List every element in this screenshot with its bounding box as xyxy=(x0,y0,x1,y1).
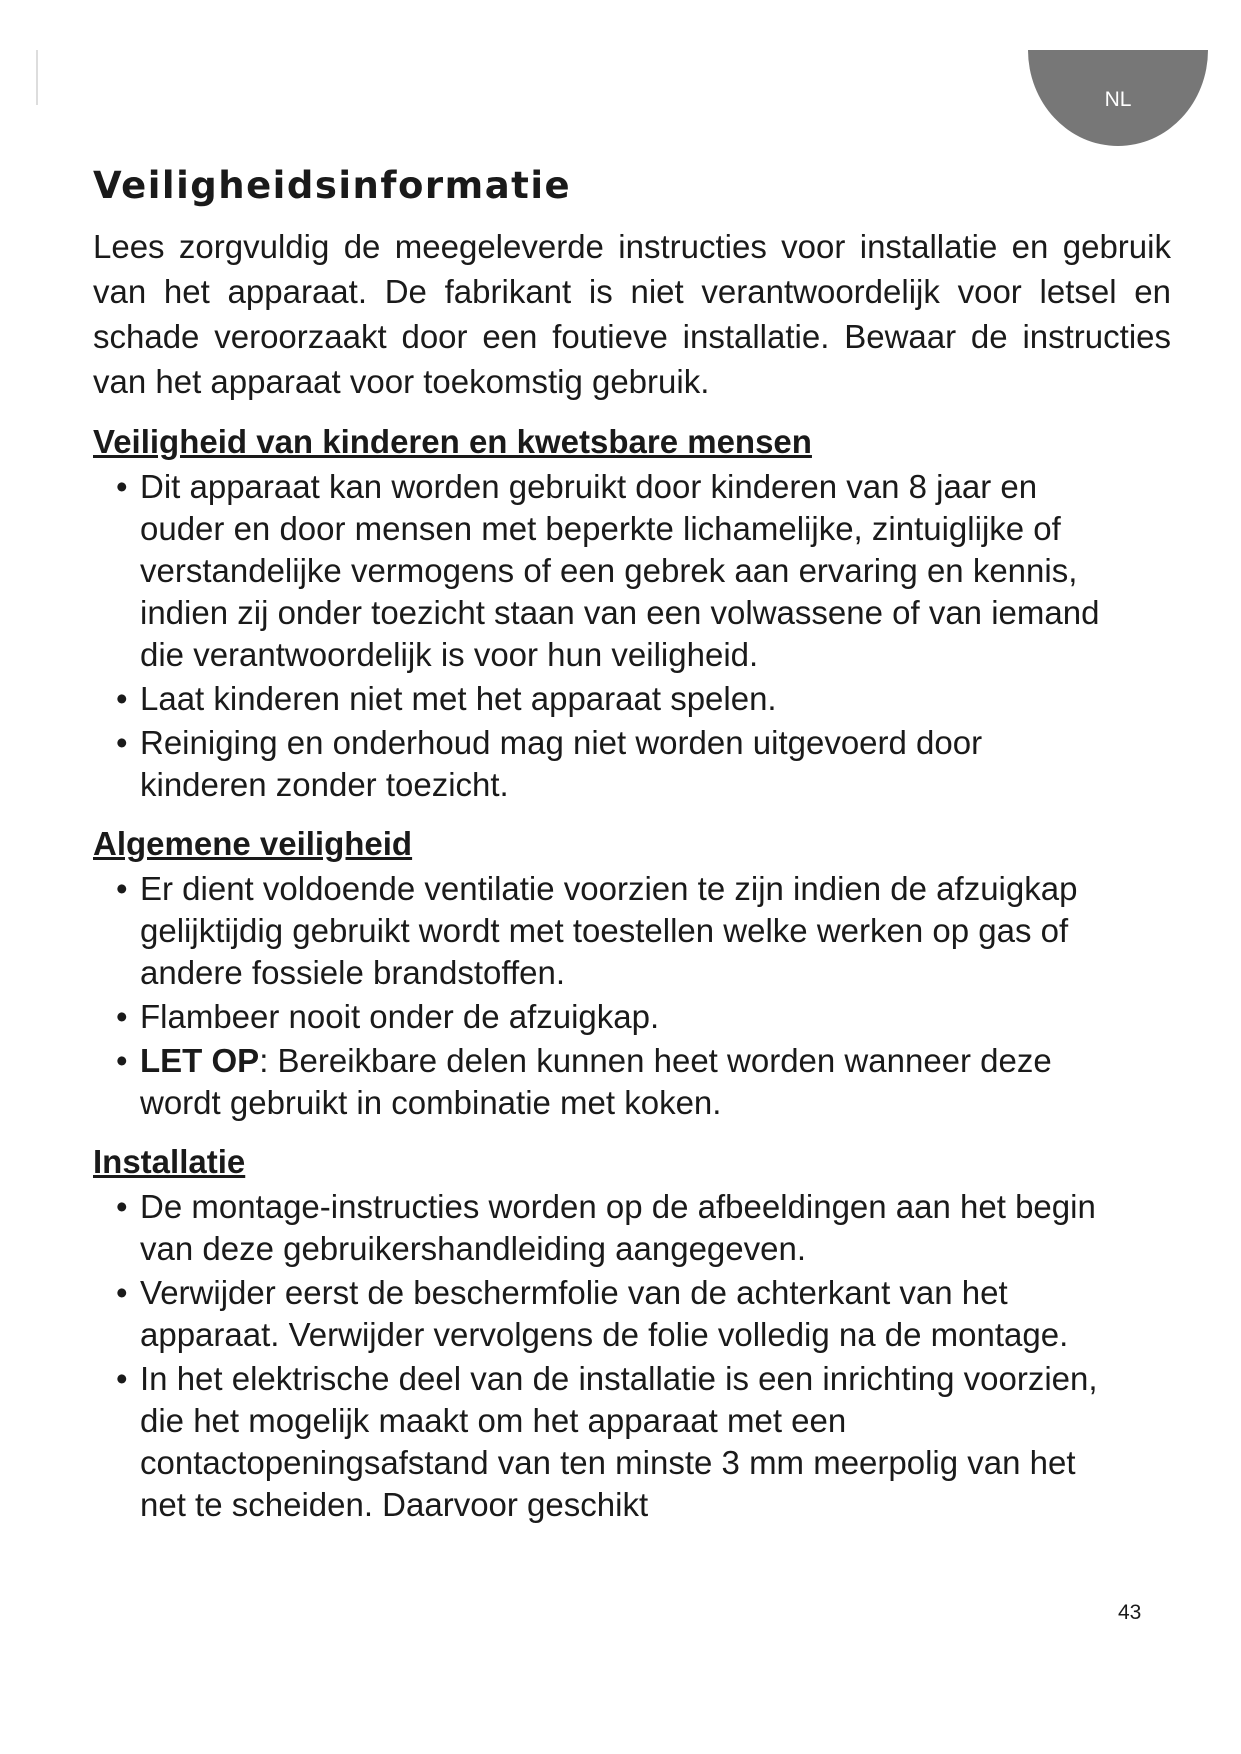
list-item xyxy=(93,466,1103,676)
bullet-icon: • xyxy=(116,1274,128,1311)
list-item-text: Laat kinderen niet met het apparaat spelen. xyxy=(140,680,777,717)
section-heading-installation: Installatie xyxy=(93,1143,246,1180)
list-item-text: Er dient voldoende ventilatie voorzien te zijn indien de afzuigkap gelijktijdig gebruikt wordt met toestellen welke werken op gas of andere fossiele brandstoffen. xyxy=(140,870,1078,991)
list-item xyxy=(93,722,1103,806)
general-safety-list xyxy=(93,868,1103,1124)
bullet-icon: • xyxy=(116,468,128,505)
intro-paragraph: Lees zorgvuldig de meegeleverde instructies voor installatie en gebruik van het apparaat. De fabrikant is niet verantwoordelijk voor letsel en schade veroorzaakt door een foutieve installatie. Bewaar de instructies van het apparaat voor toekomstig gebruik. xyxy=(93,228,1171,400)
language-badge xyxy=(1028,50,1208,146)
children-safety-list xyxy=(93,466,1103,806)
section-heading-general-safety: Algemene veiligheid xyxy=(93,825,413,862)
list-item-text: De montage-instructies worden op de afbeeldingen aan het begin van deze gebruikershandleiding aangegeven. xyxy=(140,1188,1096,1267)
installation-list xyxy=(93,1186,1103,1526)
bullet-icon: • xyxy=(116,1360,128,1397)
list-item xyxy=(93,1186,1103,1270)
bullet-icon: • xyxy=(116,1042,128,1079)
section-heading-children-safety: Veiligheid van kinderen en kwetsbare mensen xyxy=(93,423,812,460)
list-item xyxy=(93,996,1103,1038)
list-item-text: Flambeer nooit onder de afzuigkap. xyxy=(140,998,660,1035)
list-item-text: Reiniging en onderhoud mag niet worden uitgevoerd door kinderen zonder toezicht. xyxy=(140,724,983,803)
list-item-text: Verwijder eerst de beschermfolie van de achterkant van het apparaat. Verwijder vervolgens de folie volledig na de montage. xyxy=(140,1274,1069,1353)
warning-text: : Bereikbare delen kunnen heet worden wanneer deze wordt gebruikt in combinatie met koken. xyxy=(140,1042,1052,1121)
bullet-icon: • xyxy=(116,1188,128,1225)
list-item xyxy=(93,1358,1103,1526)
bullet-icon: • xyxy=(116,680,128,717)
list-item-text: Dit apparaat kan worden gebruikt door kinderen van 8 jaar en ouder en door mensen met beperkte lichamelijke, zintuiglijke of verstandelijke vermogens of een gebrek aan ervaring en kennis, indien zij onder toezicht staan van een volwassene of van iemand die verantwoordelijk is voor hun veiligheid. xyxy=(140,468,1100,673)
list-item xyxy=(93,678,1103,720)
bullet-icon: • xyxy=(116,998,128,1035)
page-number: 43 xyxy=(1118,1601,1142,1624)
list-item xyxy=(93,868,1103,994)
bullet-icon: • xyxy=(116,724,128,761)
page-content xyxy=(93,162,1173,1528)
list-item-text: In het elektrische deel van de installatie is een inrichting voorzien, die het mogelijk maakt om het apparaat met een contactopeningsafstand van ten minste 3 mm meerpolig van het net te scheiden. Daarvoor geschikt xyxy=(140,1360,1098,1523)
bullet-icon: • xyxy=(116,870,128,907)
page-title: Veiligheidsinformatie xyxy=(93,164,572,207)
language-badge-label: NL xyxy=(1104,88,1132,111)
list-item-warning xyxy=(93,1040,1103,1124)
margin-mark xyxy=(36,50,38,105)
list-item xyxy=(93,1272,1103,1356)
warning-label: LET OP xyxy=(140,1042,260,1079)
